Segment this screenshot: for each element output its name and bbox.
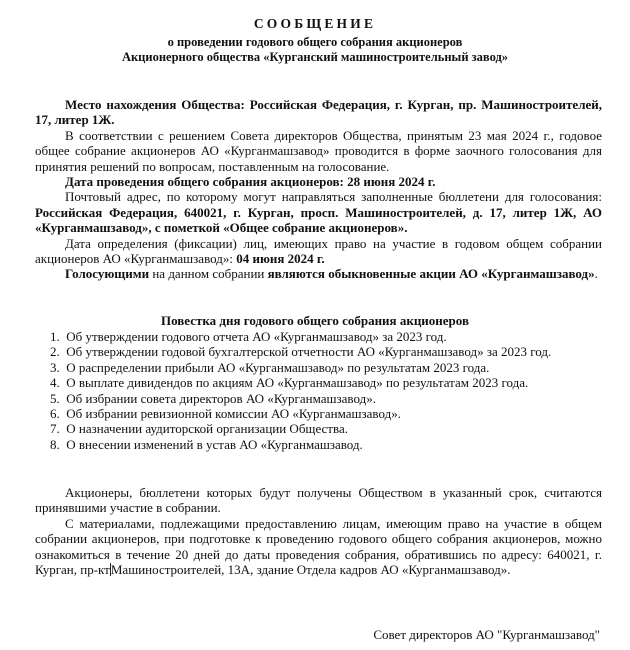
voting-word-2: на данном собрании <box>152 266 265 282</box>
meeting-date-label: Дата проведения общего собрания акционеров: <box>65 174 344 190</box>
agenda-item: 4. О выплате дивидендов по акциям АО «Курганмашзавод» по результатам 2023 года. <box>50 375 529 391</box>
record-date-value: 04 июня 2024 г. <box>236 251 325 267</box>
meeting-date-value: 28 июня 2024 г. <box>347 174 436 190</box>
closing-section <box>35 485 602 577</box>
agenda-item: 5. Об избрании совета директоров АО «Курганмашзавод». <box>50 390 376 406</box>
signature: Совет директоров АО "Курганмашзавод" <box>373 627 600 642</box>
record-date-paragraph <box>35 236 602 267</box>
voting-word-3: являются обыкновенные акции АО «Курганмашзавод» <box>267 266 595 282</box>
record-date-text: Дата определения (фиксации) лиц, имеющих право на участие в годовом общем собрании акционеров АО «Курганмашзавод»: <box>35 235 602 267</box>
agenda-title: Повестка дня годового общего собрания акционеров <box>160 313 469 328</box>
location-paragraph <box>35 97 602 128</box>
location-label: Место нахождения Общества: <box>65 97 245 112</box>
document-subtitle-purpose: о проведении годового общего собрания акционеров <box>167 35 463 49</box>
decision-paragraph: В соответствии с решением Совета директоров Общества, принятым 23 мая 2024 г., годовое общее собрание акционеров АО «Курганмашзавод» проводится в форме заочного голосования для принятия решений по вопросам, поставленным на голосование. <box>35 127 602 174</box>
voting-word-1: Голосующими <box>65 266 150 282</box>
postal-text: Почтовый адрес, по которому могут направляться заполненные бюллетени для голосования: <box>65 189 602 205</box>
materials-text: С материалами, подлежащими предоставлению лицам, имеющим право на участие в общем собрании акционеров, при подготовке к проведению годового общего собрания акционеров, можно ознакомиться в течение 20 дней до даты проведения собрания, обратившись по адресу: 640021, г. Курган, пр-кт <box>35 515 602 578</box>
meeting-date-paragraph <box>35 174 602 189</box>
agenda-item: 7. О назначении аудиторской организации Общества. <box>50 421 348 437</box>
agenda-list <box>50 329 610 452</box>
agenda-item: 6. Об избрании ревизионной комиссии АО «Курганмашзавод». <box>50 405 401 421</box>
agenda-item: 8. О внесении изменений в устав АО «Курганмашзавод. <box>50 436 363 452</box>
voting-word-4: . <box>594 266 598 282</box>
agenda-item: 2. Об утверждении годовой бухгалтерской отчетности АО «Курганмашзавод» за 2023 год. <box>50 344 552 360</box>
agenda-item: 3. О распределении прибыли АО «Курганмашзавод» по результатам 2023 года. <box>50 359 490 375</box>
postal-paragraph <box>35 189 602 235</box>
postal-address: Российская Федерация, 640021, г. Курган, просп. Машиностроителей, д. 17, литер 1Ж, АО «Курганмашзавод», с пометкой «Общее собрание акционеров». <box>35 204 602 236</box>
materials-paragraph <box>35 516 602 578</box>
notice-body <box>35 97 602 282</box>
materials-address: Машиностроителей, 13А, здание Отдела кадров АО «Курганмашзавод». <box>110 562 511 578</box>
participation-paragraph: Акционеры, бюллетени которых будут получены Обществом в указанный срок, считаются принявшими участие в собрании. <box>35 485 602 516</box>
document-title: СООБЩЕНИЕ <box>253 16 377 31</box>
voting-paragraph <box>35 266 602 281</box>
agenda-item: 1. Об утверждении годового отчета АО «Курганмашзавод» за 2023 год. <box>50 329 447 344</box>
location-value: Российская Федерация, г. Курган, пр. Машиностроителей, 17, литер 1Ж. <box>35 97 603 128</box>
document-subtitle-company: Акционерного общества «Курганский машиностроительный завод» <box>121 50 509 64</box>
